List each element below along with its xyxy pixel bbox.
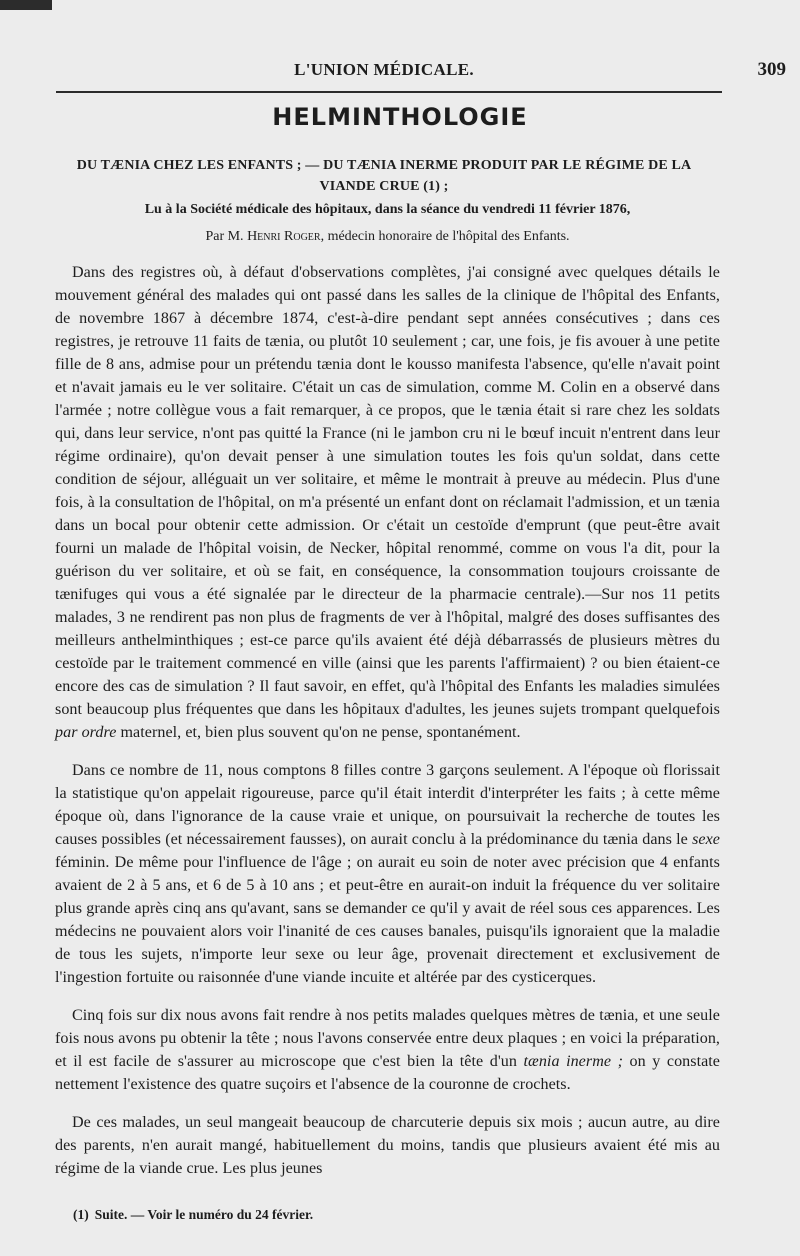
italic-phrase: tænia inerme ; xyxy=(523,1053,623,1070)
body-paragraph xyxy=(55,261,720,744)
italic-phrase: par ordre xyxy=(55,724,117,741)
paragraph-text: Dans des registres où, à défaut d'observations complètes, j'ai consigné avec quelques détails le mouvement général des malades qui ont passé dans les salles de la clinique de l'hôpital des Enfants, de novembre 1867 à décembre 1874, c'est-à-dire pendant sept années consécutives ; dans ces registres, je retrouve 11 faits de tænia, ou plutôt 10 seulement ; car, une fois, je fis avouer à une petite fille de 8 ans, admise pour un prétendu tænia dont le kousso manifesta l'absence, qu'elle n'avait point et n'avait jamais eu le ver solitaire. C'était un cas de simulation, comme M. Colin en a observé dans l'armée ; notre collègue vous a fait remarquer, à ce propos, que le tænia était si rare chez les soldats qui, dans leur service, n'ont pas quitté la France (ni le jambon cru ni le bœuf incuit n'entrent dans leur régime ordinaire), qu'on devait penser à une simulation toutes les fois qu'un soldat, dans cette condition de séjour, alléguait un ver solitaire, et même le montrait à preuve au médecin. Plus d'une fois, à la consultation de l'hôpital, on m'a présenté un enfant dont on réclamait l'admission, et un tænia dans un bocal pour obtenir cette admission. Or c'était un cestoïde d'emprunt (que peut-être avait fourni un malade de l'hôpital voisin, de Necker, hôpital renommé, comme on vous l'a dit, pour la guérison du ver solitaire, et où se fait, en conséquence, la consommation toujours croissante de tænifuges qui vous a été signalée par le directeur de la pharmacie centrale).—Sur nos 11 petits malades, 3 ne rendirent pas non plus de fragments de ver à l'hôpital, malgré des doses suffisantes des meilleurs anthelminthiques ; est-ce parce qu'ils avaient été déjà débarrassés de plusieurs mètres du cestoïde par le traitement commencé en ville (ainsi que les parents l'affirmaient) ? ou bien étaient-ce encore des cas de simulation ? Il faut savoir, en effet, qu'à l'hôpital des Enfants les maladies simulées sont beaucoup plus fréquentes que dans les hôpitaux d'adultes, les jeunes sujets trompant quelquefois xyxy=(55,264,720,718)
author-suffix: , médecin honoraire de l'hôpital des Enfants. xyxy=(320,229,570,244)
header-rule xyxy=(56,91,722,93)
author-line xyxy=(55,228,720,246)
footnote xyxy=(73,1207,313,1223)
footnote-mark: (1) xyxy=(73,1207,89,1222)
reading-note: Lu à la Société médicale des hôpitaux, dans la séance du vendredi 11 février 1876, xyxy=(144,202,631,217)
body-paragraph xyxy=(55,1004,720,1096)
article-body xyxy=(55,261,720,1195)
author-prefix: Par M. xyxy=(205,229,248,244)
footnote-text: Suite. — Voir le numéro du 24 février. xyxy=(94,1207,314,1222)
article-title: DU TÆNIA CHEZ LES ENFANTS ; — DU TÆNIA INERME PRODUIT PAR LE RÉGIME DE LA VIANDE CRUE (1) ; xyxy=(76,158,692,194)
page-number: 309 xyxy=(757,59,786,80)
paragraph-text: féminin. De même pour l'influence de l'âge ; on aurait eu soin de noter avec précision que 4 enfants avaient de 2 à 5 ans, et 6 de 5 à 10 ans ; et peut-être en aurait-on induit la fréquence du ver solitaire plus grande après cinq ans qu'avant, sans se demander ce qu'il y avait de réel sous ces apparences. Les médecins ne pouvaient alors voir l'inanité de ces causes banales, puisqu'ils ignoraient que la maladie de tous les sujets, n'importe leur sexe ou leur âge, provenait directement et exclusivement de l'ingestion fortuite ou raisonnée d'une viande incuite et altérée par des cysticerques. xyxy=(55,854,720,986)
journal-title: L'UNION MÉDICALE. xyxy=(294,60,474,79)
body-paragraph xyxy=(55,1111,720,1180)
paragraph-text: maternel, et, bien plus souvent qu'on ne pense, spontanément. xyxy=(116,724,521,741)
paragraph-text: Dans ce nombre de 11, nous comptons 8 filles contre 3 garçons seulement. A l'époque où florissait la statistique qu'on appelait rigoureuse, parce qu'il était interdit d'interpréter les faits ; à cette même époque où, dans l'ignorance de la cause vraie et unique, on poursuivait la recherche de toutes les causes possibles (et nécessairement fausses), on aurait conclu à la prédominance du tænia dans le xyxy=(55,762,720,848)
paragraph-text: Cinq fois sur dix nous avons fait rendre à nos petits malades quelques mètres de tænia, et une seule fois nous avons pu obtenir la tête ; nous l'avons conservée entre deux plaques ; en voici la préparation, et il est facile de s'assurer au microscope que c'est bien la tête d'un xyxy=(55,1007,720,1070)
author-name: Henri Roger xyxy=(247,229,321,244)
body-paragraph xyxy=(55,759,720,989)
section-title: HELMINTHOLOGIE xyxy=(272,103,528,131)
paragraph-text: De ces malades, un seul mangeait beaucoup de charcuterie depuis six mois ; aucun autre, au dire des parents, n'en aurait mangé, habituellement du moins, tandis que plusieurs avaient été mis au régime de la viande crue. Les plus jeunes xyxy=(55,1114,720,1177)
running-head xyxy=(54,59,786,84)
italic-phrase: sexe xyxy=(692,831,720,848)
paragraph-text: on y constate nettement l'existence des quatre suçoirs et l'absence de la couronne de crochets. xyxy=(55,1053,721,1093)
